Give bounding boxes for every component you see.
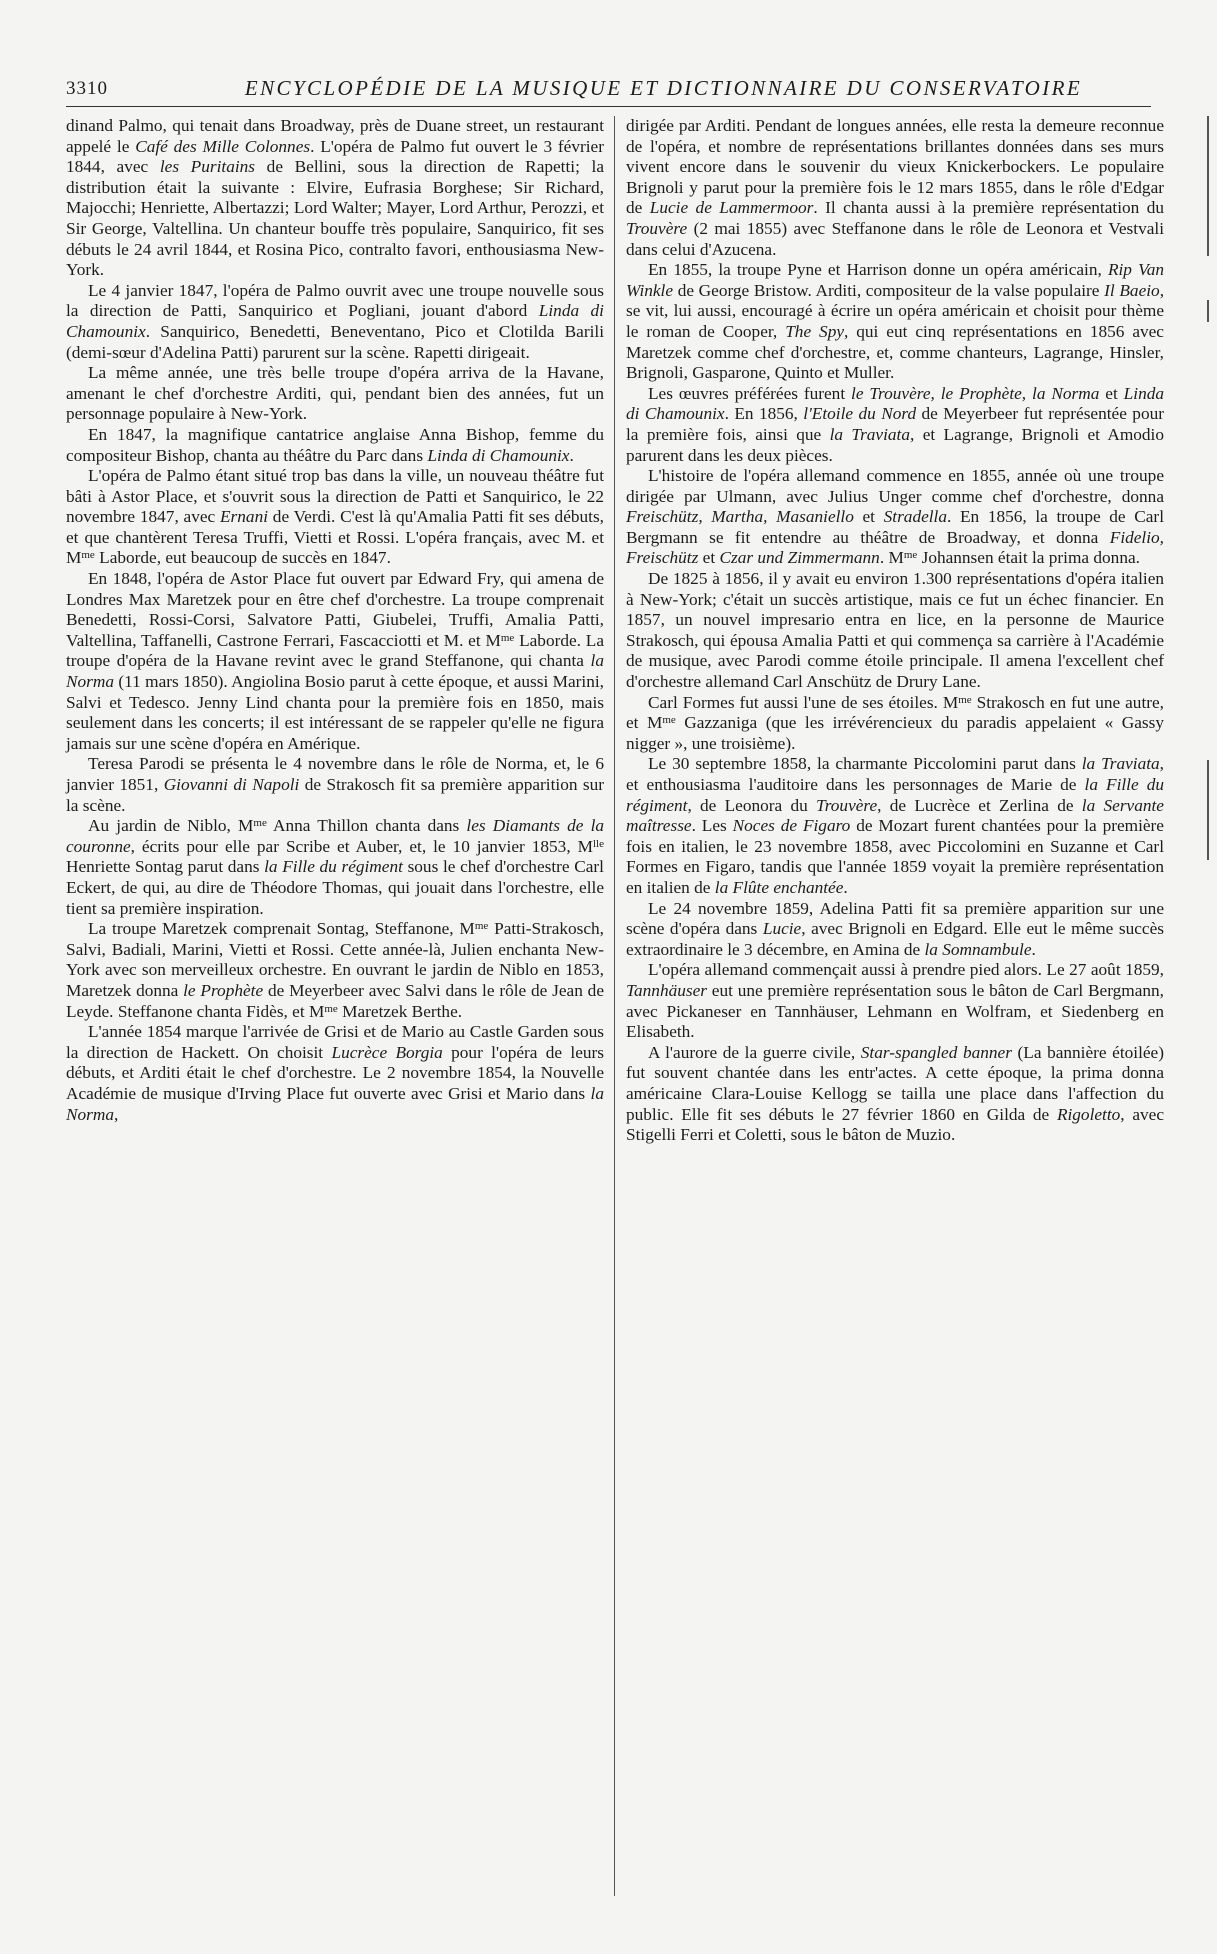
right-column bbox=[626, 116, 1164, 1146]
paragraph: Les œuvres préférées furent le Trouvère, le Prophète, la Norma et Linda di Chamounix. En 1856, l'Etoile du Nord de Meyerbeer fut représentée pour la première fois, ainsi que la Traviata, et Lagrange, Brignoli et Amodio parurent dans les deux pièces. bbox=[626, 383, 1165, 465]
paragraph: L'année 1854 marque l'arrivée de Grisi et de Mario au Castle Garden sous la direction de Hackett. On choisit Lucrèce Borgia pour l'opéra de leurs débuts, et Arditi était le chef d'orchestre. Le 2 novembre 1854, la Nouvelle Académie de musique d'Irving Place fut ouverte avec Grisi et Mario dans la Norma, bbox=[66, 1022, 605, 1124]
paragraph: dinand Palmo, qui tenait dans Broadway, près de Duane street, un restaurant appelé le Café des Mille Colonnes. L'opéra de Palmo fut ouvert le 3 février 1844, avec les Puritains de Bellini, sous la direction de Rapetti; la distribution était la suivante : Elvire, Eufrasia Borghese; Sir Richard, Majocchi; Henriette, Albertazzi; Lord Walter; Mayer, Lord Arthur, Perozzi, et Sir George, Valtellina. Un chanteur bouffe très populaire, Sanquirico, fit ses débuts le 24 avril 1844, et Rosina Pico, contralto favori, enthousiasma New-York. bbox=[66, 116, 605, 280]
paragraph: L'opéra allemand commençait aussi à prendre pied alors. Le 27 août 1859, Tannhäuser eut une première représentation sous le bâton de Carl Bergmann, avec Pickaneser en Tannhäuser, Lehmann en Wolfram, et Siedenberg en Elisabeth. bbox=[626, 960, 1164, 1042]
paragraph: dirigée par Arditi. Pendant de longues années, elle resta la demeure reconnue de l'opéra, et nombre de représentations brillantes données dans ses murs vivent encore dans le souvenir du vieux Knickerbockers. Le populaire Brignoli y parut pour la première fois le 12 mars 1855, dans le rôle d'Edgar de Lucie de Lammermoor. Il chanta aussi à la première représentation du Trouvère (2 mai 1855) avec Steffanone dans le rôle de Leonora et Vestvali dans celui d'Azucena. bbox=[626, 116, 1164, 259]
paragraph: La même année, une très belle troupe d'opéra arriva de la Havane, amenant le chef d'orchestre Arditi, qui, pendant bien des années, fut un personnage populaire à New-York. bbox=[66, 363, 604, 424]
paragraph: La troupe Maretzek comprenait Sontag, Steffanone, $M^{me}$ Patti-Strakosch, Salvi, Badiali, Marini, Vietti et Rossi. Cette année-là, Julien enchanta New-York avec son merveilleux orchestre. En ouvrant le jardin de Niblo en 1853, Maretzek donna le Prophète de Meyerbeer avec Salvi dans le rôle de Jean de Leyde. Steffanone chanta Fidès, et $M^{me}$ Maretzek Berthe. bbox=[66, 919, 604, 1021]
paragraph: Le 30 septembre 1858, la charmante Piccolomini parut dans la Traviata, et enthousiasma l'auditoire dans les personnages de Marie de la Fille du régiment, de Leonora du Trouvère, de Lucrèce et Zerlina de la Servante maîtresse. Les Noces de Figaro de Mozart furent chantées pour la première fois en italien, le 23 novembre 1858, avec Piccolomini en Suzanne et Carl Formes en Figaro, tandis que l'année 1859 voyait la première représentation en italien de la Flûte enchantée. bbox=[626, 754, 1164, 897]
column-divider bbox=[614, 116, 615, 1896]
paragraph: L'opéra de Palmo étant situé trop bas dans la ville, un nouveau théâtre fut bâti à Astor Place, et s'ouvrit sous la direction de Patti et Sanquirico, le 22 novembre 1847, avec Ernani de Verdi. C'est là qu'Amalia Patti fit ses débuts, et que chantèrent Teresa Truffi, Vietti et Rossi. L'opéra français, avec M. et $M^{me}$ Laborde, eut beaucoup de succès en 1847. bbox=[66, 466, 604, 568]
paragraph: Carl Formes fut aussi l'une de ses étoiles. $M^{me}$ Strakosch en fut une autre, et $M^{me}$ Gazzaniga (que les irrévérencieux du paradis appelaient « Gassy nigger », une troisième). bbox=[626, 692, 1164, 753]
paragraph: Le 4 janvier 1847, l'opéra de Palmo ouvrit avec une troupe nouvelle sous la direction de Patti, Sanquirico et Pogliani, jouant d'abord Linda di Chamounix. Sanquirico, Benedetti, Beneventano, Pico et Clotilda Barili (demi-sœur d'Adelina Patti) parurent sur la scène. Rapetti dirigeait. bbox=[66, 280, 604, 362]
page-edge-mark bbox=[1207, 116, 1209, 256]
paragraph: Le 24 novembre 1859, Adelina Patti fit sa première apparition sur une scène d'opéra dans Lucie, avec Brignoli en Edgard. Elle eut le même succès extraordinaire le 3 décembre, en Amina de la Somnambule. bbox=[626, 898, 1164, 959]
page-header bbox=[66, 76, 1151, 107]
page-edge-mark bbox=[1207, 300, 1209, 322]
paragraph: En 1847, la magnifique cantatrice anglaise Anna Bishop, femme du compositeur Bishop, chanta au théâtre du Parc dans Linda di Chamounix. bbox=[66, 424, 604, 465]
paragraph: En 1848, l'opéra de Astor Place fut ouvert par Edward Fry, qui amena de Londres Max Maretzek pour en être chef d'orchestre. La troupe comprenait Benedetti, Rossi-Corsi, Salvatore Patti, Giubelei, Truffi, Amalia Patti, Valtellina, Taffanelli, Castrone Ferrari, Fascacciotti et M. et $M^{me}$ Laborde. La troupe d'opéra de la Havane revint avec le grand Steffanone, qui chanta la Norma (11 mars 1850). Angiolina Bosio parut à cette époque, et aussi Marini, Salvi et Tedesco. Jenny Lind chanta pour la première fois en 1850, mais seulement dans les concerts; il est intéressant de se rappeler qu'elle ne figura jamais sur une scène d'opéra en Amérique. bbox=[66, 569, 604, 753]
paragraph: Teresa Parodi se présenta le 4 novembre dans le rôle de Norma, et, le 6 janvier 1851, Giovanni di Napoli de Strakosch fit sa première apparition sur la scène. bbox=[66, 754, 605, 815]
paragraph: Au jardin de Niblo, $M^{me}$ Anna Thillon chanta dans les Diamants de la couronne, écrits pour elle par Scribe et Auber, et, le 10 janvier 1853, $M^{lle}$ Henriette Sontag parut dans la Fille du régiment sous le chef d'orchestre Carl Eckert, de qui, au dire de Théodore Thomas, qui jouait dans l'orchestre, elle tient sa première inspiration. bbox=[66, 816, 605, 918]
page-number: 3310 bbox=[66, 78, 108, 99]
paragraph: L'histoire de l'opéra allemand commence en 1855, année où une troupe dirigée par Ulmann, avec Julius Unger comme chef d'orchestre, donna Freischütz, Martha, Masaniello et Stradella. En 1856, la troupe de Carl Bergmann se fit entendre au théâtre de Broadway, et donna Fidelio, Freischütz et Czar und Zimmermann. $M^{me}$ Johannsen était la prima donna. bbox=[626, 466, 1164, 568]
paragraph: A l'aurore de la guerre civile, Star-spangled banner (La bannière étoilée) fut souvent chantée dans les entr'actes. A cette époque, la prima donna américaine Clara-Louise Kellogg se tailla une place dans l'affection du public. Elle fit ses débuts le 27 février 1860 en Gilda de Rigoletto, avec Stigelli Ferri et Coletti, sous le bâton de Muzio. bbox=[626, 1042, 1164, 1145]
page-edge-mark bbox=[1207, 760, 1209, 860]
paragraph: De 1825 à 1856, il y avait eu environ 1.300 représentations d'opéra italien à New-York; c'était un succès artistique, mais ce fut un échec financier. En 1857, un nouvel impresario entra en lice, en la personne de Maurice Strakosch, qui épousa Amalia Patti et qui commença sa carrière à l'Académie de musique, avec Parodi comme étoile principale. Il amena l'excellent chef d'orchestre allemand Carl Anschütz de Drury Lane. bbox=[626, 569, 1164, 692]
paragraph: En 1855, la troupe Pyne et Harrison donne un opéra américain, Rip Van Winkle de George Bristow. Arditi, compositeur de la valse populaire Il Baeio, se vit, lui aussi, encouragé à écrire un opéra américain et choisit pour thème le roman de Cooper, The Spy, qui eut cinq représentations en 1856 avec Maretzek comme chef d'orchestre, et, comme chanteurs, Lagrange, Hinsler, Brignoli, Gasparone, Quinto et Muller. bbox=[626, 260, 1165, 383]
left-column bbox=[66, 116, 604, 1125]
running-head: ENCYCLOPÉDIE DE LA MUSIQUE ET DICTIONNAIRE DU CONSERVATOIRE bbox=[244, 76, 1083, 100]
